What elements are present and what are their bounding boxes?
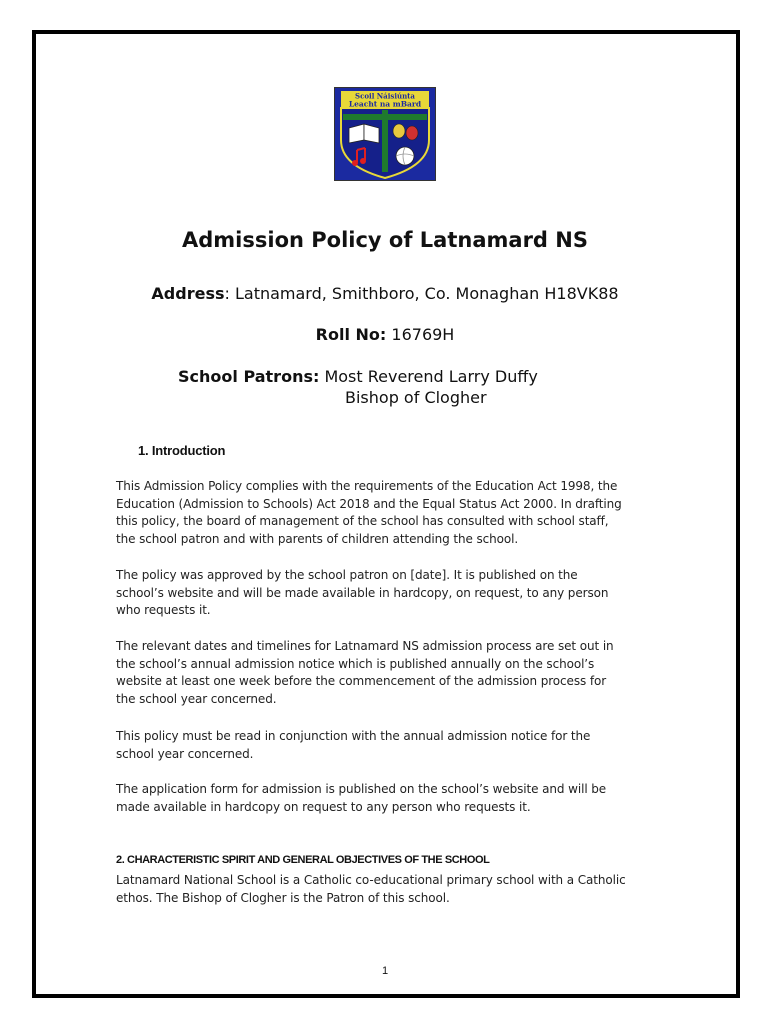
address-label: Address [151,284,225,303]
paragraph-line: Latnamard National School is a Catholic co-educational primary school with a Catholic [116,873,626,887]
section2-paragraph [116,872,656,907]
football-icon [396,147,414,165]
paragraph-5 [116,781,656,816]
school-patrons [178,366,538,408]
paragraph-line: the school patron and with parents of children attending the school. [116,531,519,546]
page-number: 1 [381,965,389,977]
paragraph-2 [116,567,656,620]
crest-text-line1: Scoil Náisiúnta [355,91,415,101]
crest-text-line2: Leacht na mBard [348,99,422,109]
school-crest-logo [334,87,436,181]
paragraph-line: The policy was approved by the school patron on [date]. It is published on the [116,568,578,582]
paragraph-line: this policy, the board of management of the school has consulted with school staff, [116,514,609,529]
paragraph-4 [116,728,656,763]
address-value: : Latnamard, Smithboro, Co. Monaghan H18VK88 [224,284,619,303]
section-heading-characteristic-spirit: 2. CHARACTERISTIC SPIRIT AND GENERAL OBJECTIVES OF THE SCHOOL [116,854,490,866]
roll-number-line [0,325,770,344]
section-heading-introduction: 1. Introduction [138,443,226,458]
paragraph-line: Education (Admission to Schools) Act 2018 and the Equal Status Act 2000. In drafting [116,496,622,511]
address-line [0,284,770,303]
paragraph-3 [116,638,656,708]
paragraph-line: ethos. The Bishop of Clogher is the Patron of this school. [116,890,450,905]
paragraph-line: made available in hardcopy on request to any person who requests it. [116,799,531,814]
paragraph-line: who requests it. [116,603,211,618]
paragraph-line: the school year concerned. [116,691,277,706]
paragraph-line: The relevant dates and timelines for Latnamard NS admission process are set out in [116,639,614,653]
patrons-line2: Bishop of Clogher [345,388,487,407]
paragraph-line: school’s website and will be made available in hardcopy, on request, to any person [116,585,609,600]
paragraph-line: the school’s annual admission notice which is published annually on the school’s [116,656,595,671]
roll-value: 16769H [386,325,455,344]
paragraph-line: website at least one week before the commencement of the admission process for [116,674,607,689]
document-title: Admission Policy of Latnamard NS [182,228,588,252]
paragraph-line: The application form for admission is published on the school’s website and will be [116,782,607,796]
paragraph-line: This policy must be read in conjunction with the annual admission notice for the [116,729,591,743]
paragraph-line: This Admission Policy complies with the requirements of the Education Act 1998, the [116,479,618,493]
paragraph-1 [116,478,656,548]
paragraph-line: school year concerned. [116,746,254,761]
roll-label: Roll No: [315,325,387,344]
patrons-line1: Most Reverend Larry Duffy [319,367,538,386]
book-icon [349,124,379,143]
patrons-label: School Patrons: [178,367,320,386]
